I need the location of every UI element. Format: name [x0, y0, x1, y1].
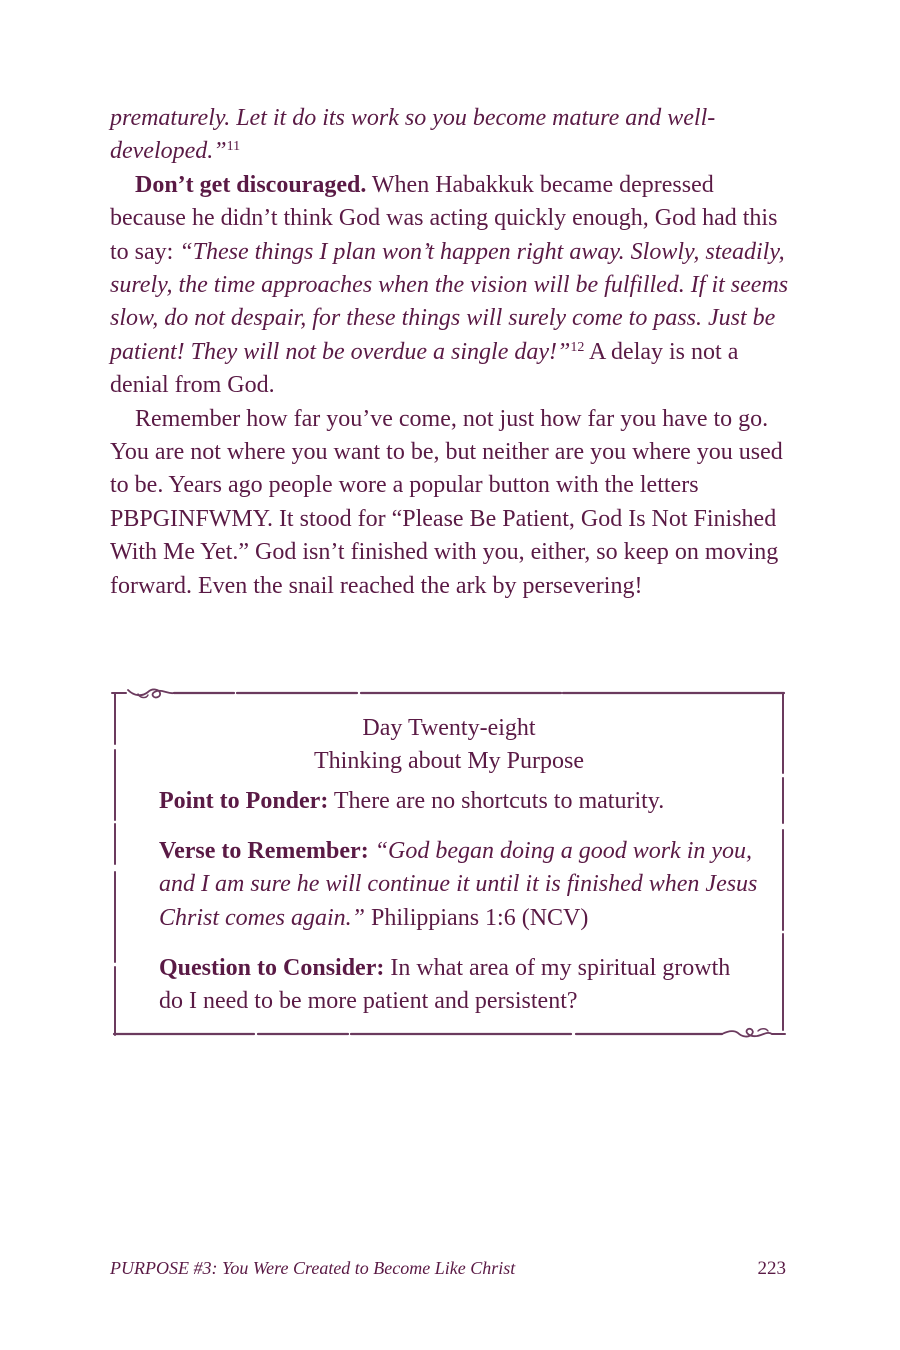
point-to-ponder [159, 785, 779, 818]
paragraph-tail: A delay is not a denial from God. [110, 338, 739, 399]
running-footer: PURPOSE #3: You Were Created to Become Like Christ [110, 1258, 516, 1278]
paragraph-lead-heading: Don’t get discouraged. [135, 171, 367, 198]
paragraph-text: When Habakkuk became depressed because he didn’t think God was acting quickly enough, God had this to say: [110, 171, 778, 265]
verse-reference: Philippians 1:6 (NCV) [365, 904, 589, 931]
scripture-quote-habakkuk: “These things I plan won’t happen right away. Slowly, steadily, surely, the time approaches when the vision will be fulfilled. If it seems slow, do not despair, for these things will surely come to pass. Just be patient! They will not be overdue a single day!” [110, 238, 789, 365]
footnote-marker-11: 11 [226, 139, 241, 155]
verse-to-remember-label: Verse to Remember: [159, 838, 369, 864]
day-summary-box [112, 690, 786, 1036]
question-to-consider-label: Question to Consider: [159, 955, 385, 981]
question-text: In what area of my spiritual growth do I need to be more patient and persistent? [159, 955, 731, 1015]
point-to-ponder-label: Point to Ponder: [159, 788, 329, 814]
scripture-quote-continued: prematurely. Let it do its work so you become mature and well-developed.” [110, 105, 716, 165]
verse-text: “God began doing a good work in you, and I am sure he will continue it until it is finished when Jesus Christ comes again.” [159, 838, 758, 931]
box-subtitle: Thinking about My Purpose [314, 748, 584, 774]
body-text [110, 102, 790, 603]
paragraph-remember [110, 403, 790, 603]
paragraph-dont-get-discouraged [110, 169, 790, 403]
box-title-day: Day Twenty-eight [362, 715, 536, 741]
page-number: 223 [757, 1258, 786, 1279]
point-to-ponder-text: There are no shortcuts to maturity. [328, 788, 665, 814]
verse-to-remember [159, 835, 759, 935]
paragraph-quote-end [110, 102, 790, 169]
footnote-marker-12: 12 [570, 339, 585, 355]
paragraph-text: Remember how far you’ve come, not just how far you have to go. You are not where you want to be, but neither are you where you used to be. Years ago people wore a popular button with the letters PBPGINFWMY. It stood for “Please Be Patient, God Is Not Finished With Me Yet.” God isn’t finished with you, either, so keep on moving forward. Even the snail reached the ark by persevering! [110, 405, 783, 599]
question-to-consider [159, 952, 759, 1019]
